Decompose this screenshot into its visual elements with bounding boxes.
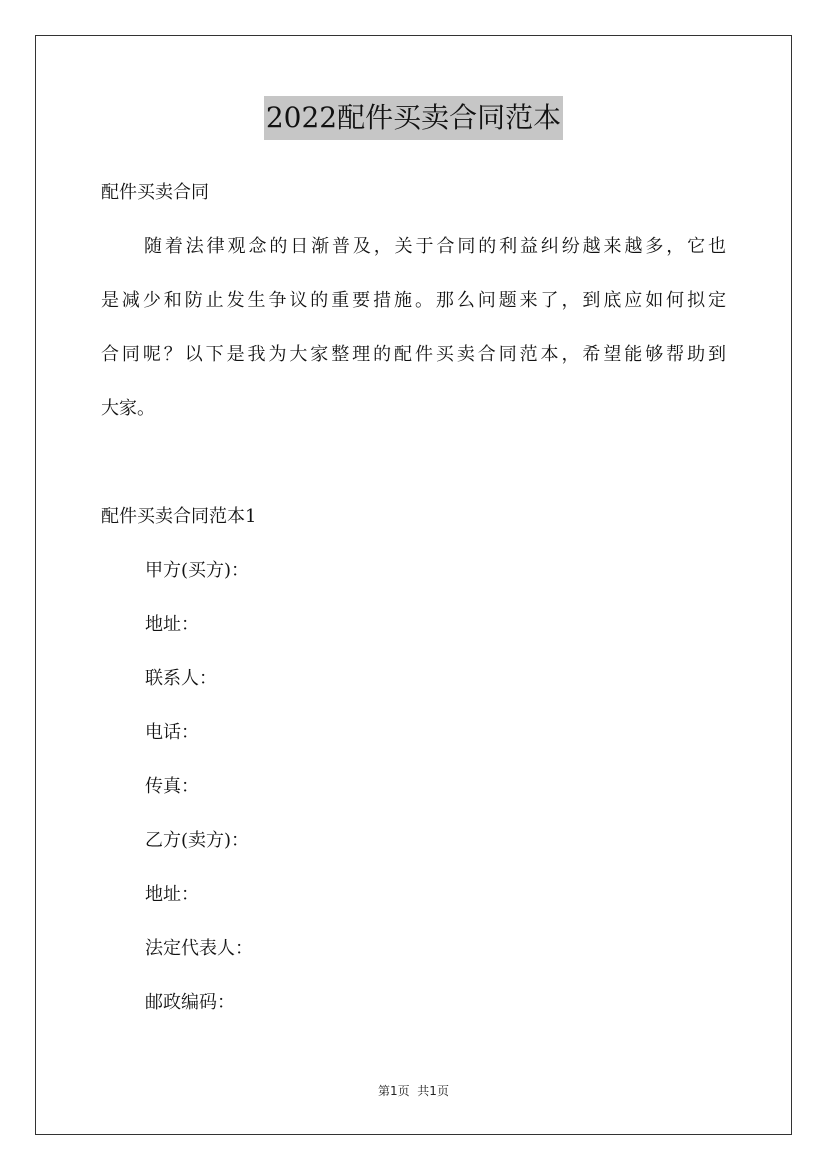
section-heading: 配件买卖合同: [101, 182, 209, 203]
field-party-b: 乙方(卖方)：: [145, 830, 250, 851]
field-contact: 联系人：: [145, 668, 217, 689]
intro-line-3: 合同呢？以下是我为大家整理的配件买卖合同范本，希望能够帮助到: [101, 344, 726, 365]
title-container: [0, 96, 827, 140]
intro-line-2: 是减少和防止发生争议的重要措施。那么问题来了，到底应如何拟定: [101, 290, 726, 311]
field-legal-rep: 法定代表人：: [145, 938, 253, 959]
field-postcode: 邮政编码：: [145, 992, 235, 1013]
field-phone: 电话：: [145, 722, 199, 743]
page-footer: [0, 1083, 827, 1099]
field-fax: 传真：: [145, 776, 199, 797]
field-address-a: 地址：: [145, 614, 199, 635]
field-party-a: 甲方(买方)：: [145, 560, 250, 581]
page-number: 第1页 共1页: [378, 1084, 449, 1098]
document-title: 2022配件买卖合同范本: [264, 96, 563, 140]
field-address-b: 地址：: [145, 884, 199, 905]
intro-line-1: 随着法律观念的日渐普及，关于合同的利益纠纷越来越多，它也: [144, 236, 726, 257]
intro-line-4: 大家。: [101, 398, 155, 419]
sample-heading: 配件买卖合同范本1: [101, 506, 257, 527]
